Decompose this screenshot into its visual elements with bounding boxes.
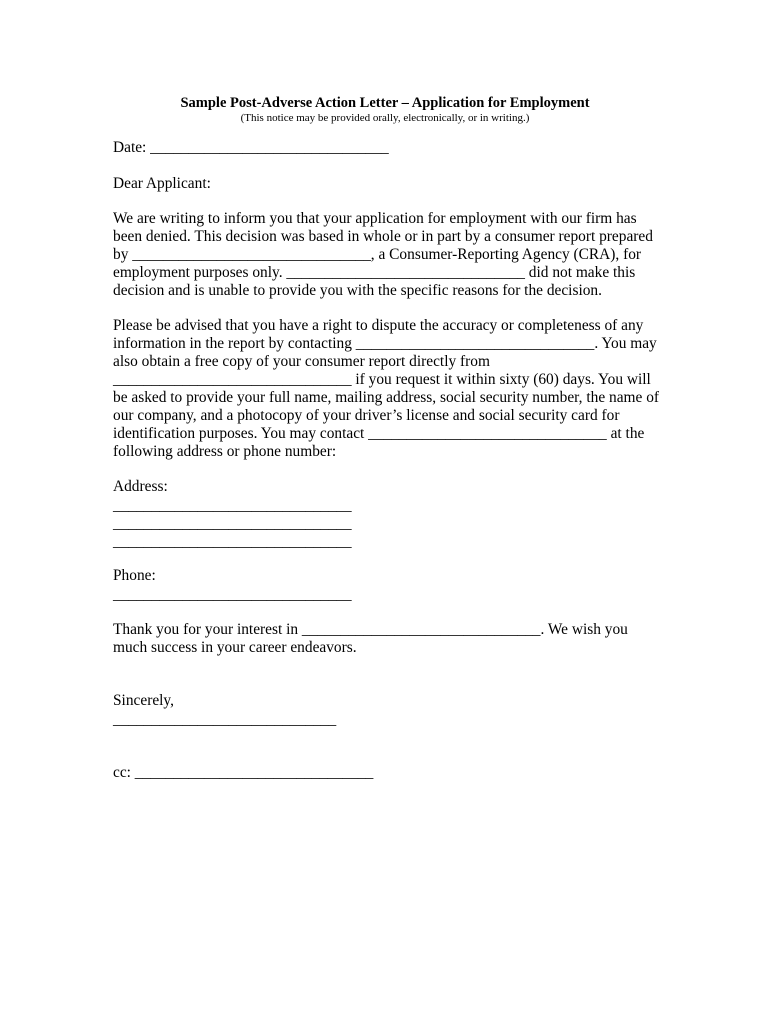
paragraph-line: be asked to provide your full name, mailing address, social security number, the name of bbox=[113, 389, 660, 406]
signature-line: _____________________________ bbox=[113, 711, 337, 728]
paragraph-line: our company, and a photocopy of your driver’s license and social security card for bbox=[113, 407, 620, 424]
closing: Sincerely, bbox=[113, 692, 174, 709]
paragraph-line: Thank you for your interest in _______________________________. We wish you bbox=[113, 621, 628, 638]
address-label: Address: bbox=[113, 478, 168, 495]
paragraph-line: employment purposes only. _______________________________ did not make this bbox=[113, 264, 636, 281]
paragraph-line: decision and is unable to provide you with the specific reasons for the decision. bbox=[113, 282, 602, 299]
document-subtitle: (This notice may be provided orally, electronically, or in writing.) bbox=[240, 112, 530, 124]
paragraph-line: by _______________________________, a Consumer-Reporting Agency (CRA), for bbox=[113, 246, 642, 263]
address-blank-line: _______________________________ bbox=[113, 533, 352, 550]
address-blank-line: _______________________________ bbox=[113, 515, 352, 532]
address-blank-line: _______________________________ bbox=[113, 497, 352, 514]
cc-line: cc: _______________________________ bbox=[113, 764, 374, 781]
greeting: Dear Applicant: bbox=[113, 175, 211, 192]
paragraph-line: _______________________________ if you request it within sixty (60) days. You will bbox=[113, 371, 651, 388]
paragraph-line: We are writing to inform you that your application for employment with our firm has bbox=[113, 210, 637, 227]
paragraph-line: information in the report by contacting _______________________________. You may bbox=[113, 335, 657, 352]
paragraph-line: also obtain a free copy of your consumer report directly from bbox=[113, 353, 490, 370]
document-title: Sample Post-Adverse Action Letter – Application for Employment bbox=[180, 95, 590, 111]
phone-blank-line: _______________________________ bbox=[113, 586, 352, 603]
paragraph-line: identification purposes. You may contact _______________________________ at the bbox=[113, 425, 645, 442]
paragraph-line: following address or phone number: bbox=[113, 443, 337, 460]
date-line: Date: _______________________________ bbox=[113, 139, 389, 156]
paragraph-line: much success in your career endeavors. bbox=[113, 639, 357, 656]
phone-label: Phone: bbox=[113, 567, 156, 584]
paragraph-line: Please be advised that you have a right to dispute the accuracy or completeness of any bbox=[113, 317, 644, 334]
paragraph-line: been denied. This decision was based in whole or in part by a consumer report prepared bbox=[113, 228, 653, 245]
